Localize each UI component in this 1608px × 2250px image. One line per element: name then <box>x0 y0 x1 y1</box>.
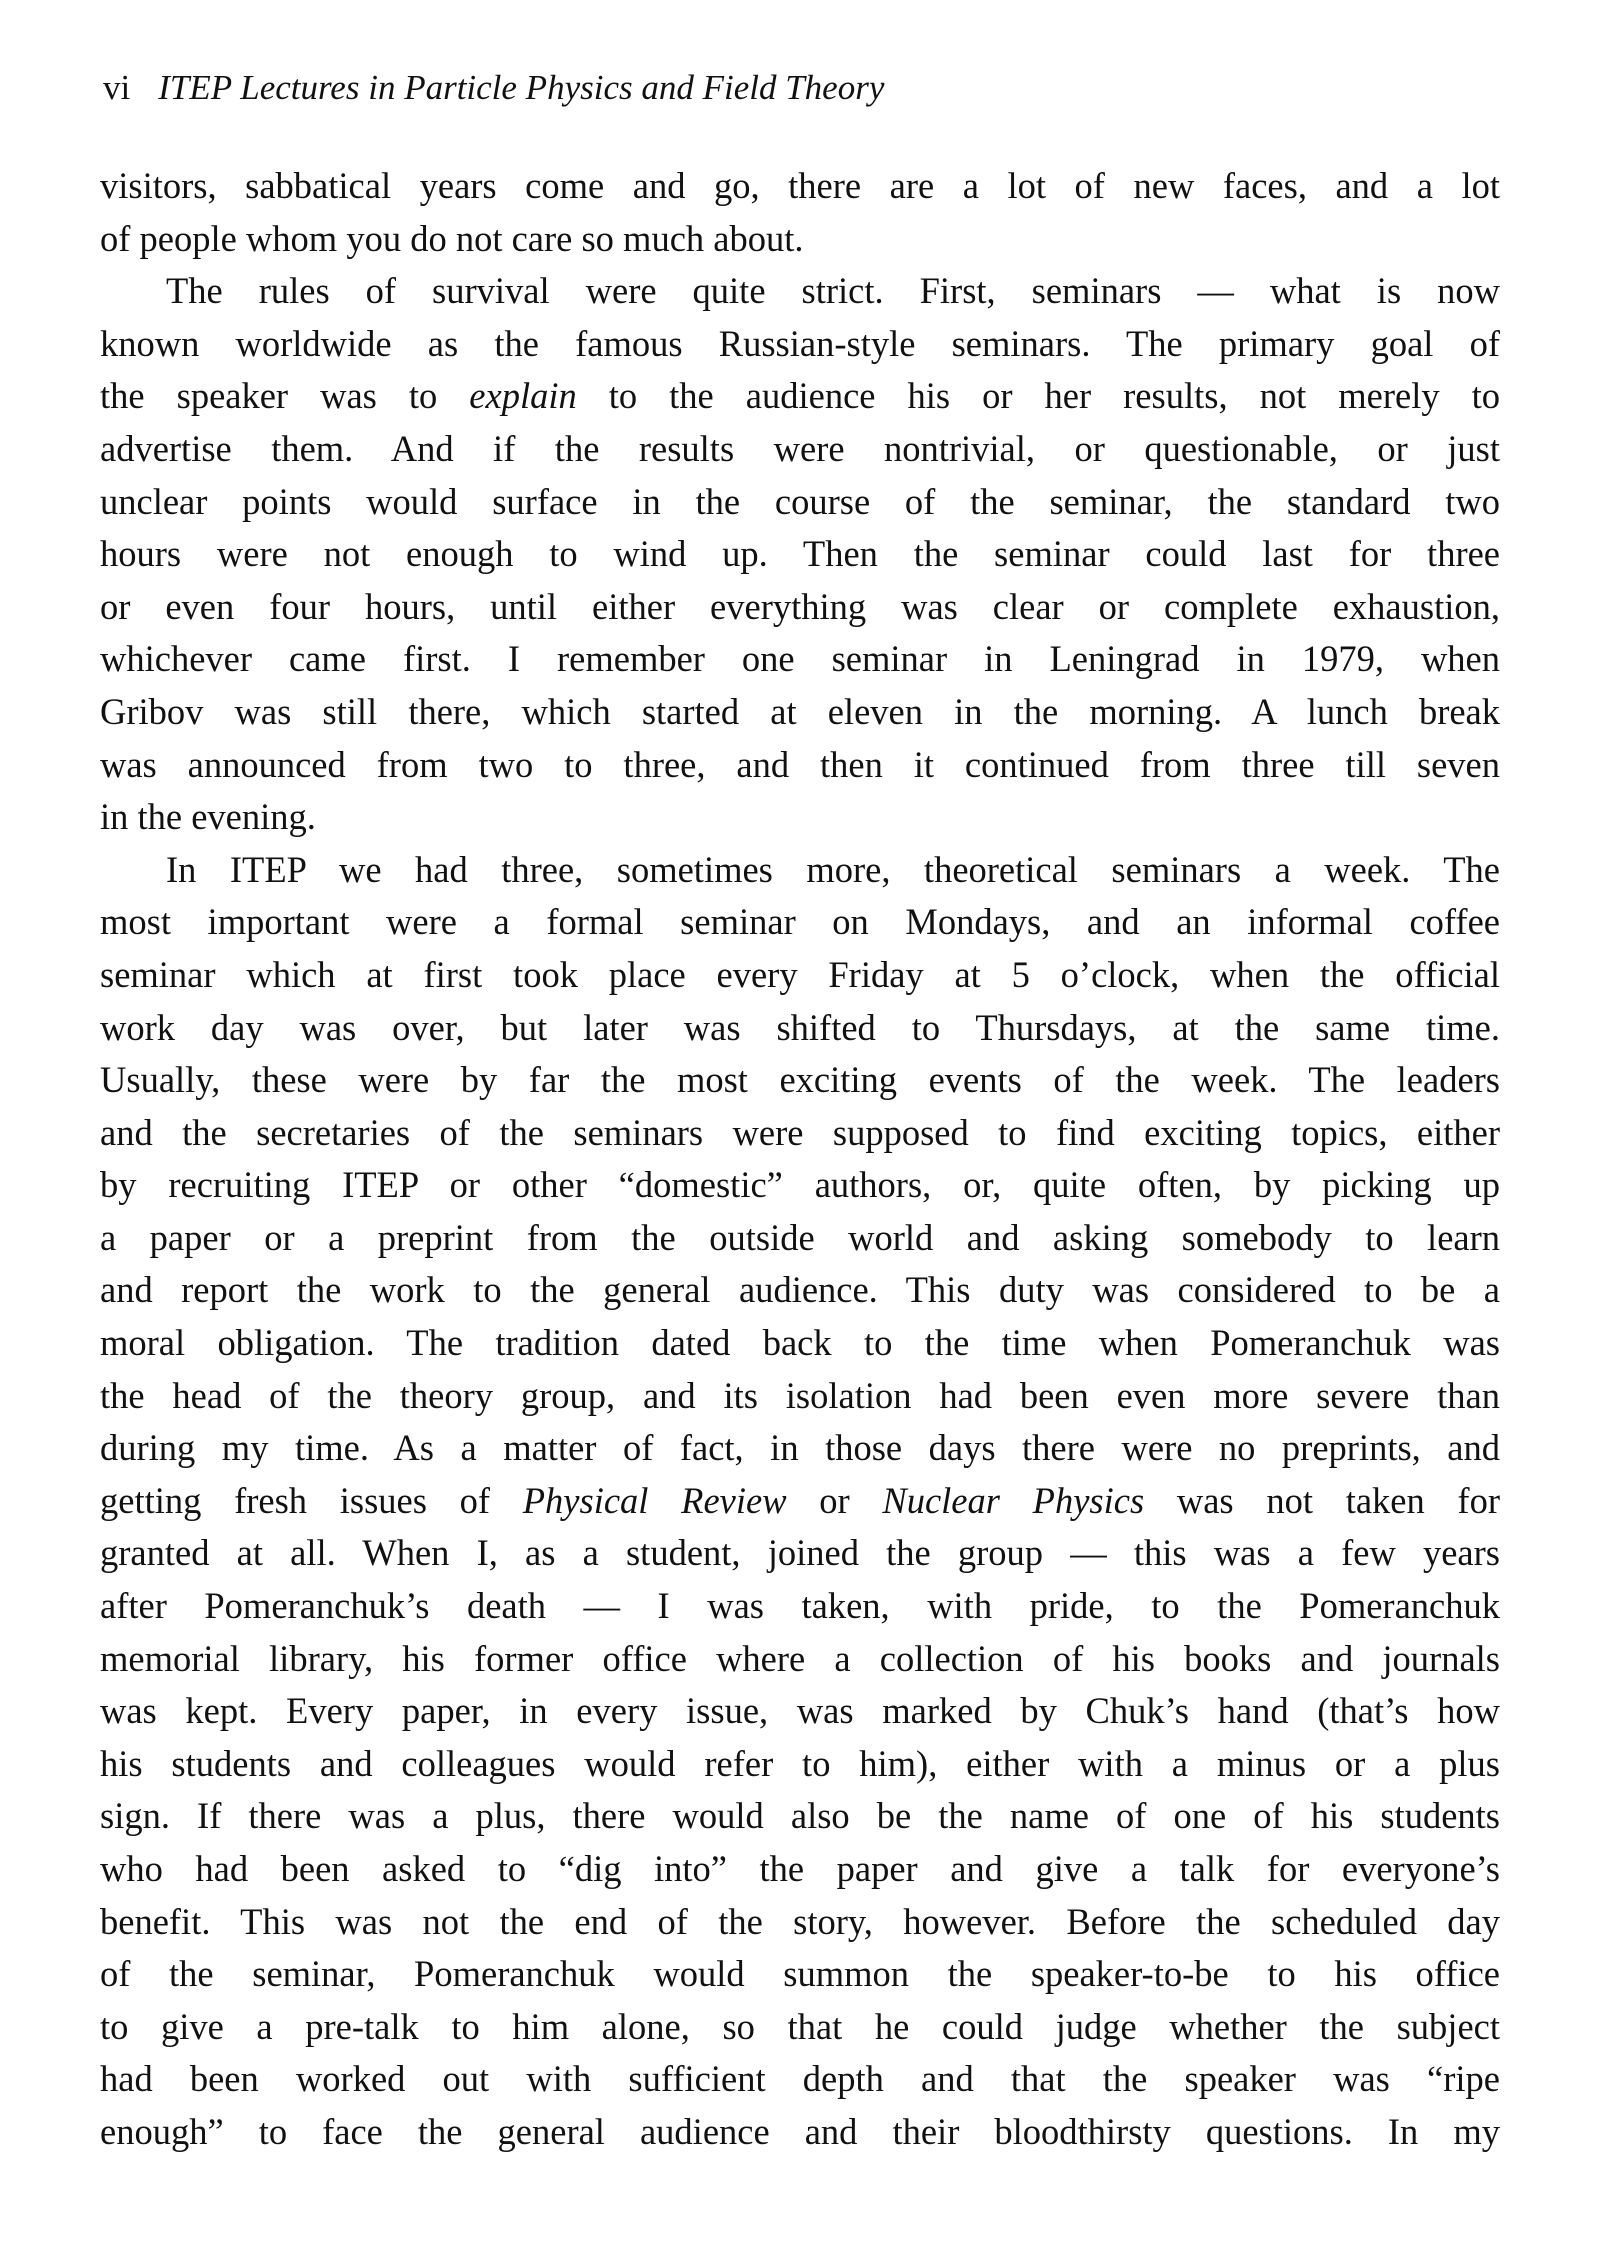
text-line <box>100 1475 1500 1528</box>
paragraph <box>100 160 1500 265</box>
text-line <box>100 1159 1500 1212</box>
text-segment: of people whom you do not care so much about. <box>100 217 804 259</box>
text-line <box>100 1317 1500 1370</box>
text-line <box>100 423 1500 476</box>
book-title: ITEP Lectures in Particle Physics and Field Theory <box>158 68 885 107</box>
text-segment: unclear points would surface in the course of the seminar, the standard two <box>100 480 1500 522</box>
text-line <box>100 2053 1500 2106</box>
paragraph <box>100 844 1500 2159</box>
text-segment: to give a pre-talk to him alone, so that he could judge whether the subject <box>100 2005 1500 2047</box>
text-line <box>100 1685 1500 1738</box>
text-segment: or even four hours, until either everything was clear or complete exhaustion, <box>100 585 1500 627</box>
text-segment: memorial library, his former office where a collection of his books and journals <box>100 1637 1500 1679</box>
text-segment: a paper or a preprint from the outside world and asking somebody to learn <box>100 1216 1500 1258</box>
text-line <box>100 318 1500 371</box>
text-line <box>100 791 1500 844</box>
text-segment: the speaker was to <box>100 375 470 417</box>
text-line <box>100 1264 1500 1317</box>
text-line <box>100 1896 1500 1949</box>
paragraph <box>100 265 1500 844</box>
text-segment: benefit. This was not the end of the story, however. Before the scheduled day <box>100 1900 1500 1942</box>
text-line <box>100 1107 1500 1160</box>
italic-text: explain <box>469 375 577 417</box>
text-line <box>100 370 1500 423</box>
text-line <box>100 844 1500 897</box>
text-segment: granted at all. When I, as a student, joined the group — this was a few years <box>100 1532 1500 1574</box>
text-segment: who had been asked to “dig into” the paper and give a talk for everyone’s <box>100 1848 1500 1889</box>
text-line <box>100 265 1500 318</box>
text-segment: of the seminar, Pomeranchuk would summon the speaker-to-be to his office <box>100 1953 1500 1995</box>
text-segment: was not taken for <box>1144 1479 1500 1521</box>
text-line <box>100 686 1500 739</box>
text-line <box>100 1843 1500 1896</box>
text-segment: Usually, these were by far the most exciting events of the week. The leaders <box>100 1059 1500 1101</box>
text-segment: to the audience his or her results, not merely to <box>576 375 1500 417</box>
text-line <box>100 949 1500 1002</box>
text-segment: and the secretaries of the seminars were supposed to find exciting topics, either <box>100 1111 1500 1153</box>
text-line <box>100 581 1500 634</box>
text-line <box>100 2106 1500 2159</box>
text-line <box>100 1948 1500 2001</box>
text-segment: known worldwide as the famous Russian-style seminars. The primary goal of <box>100 322 1500 364</box>
text-line <box>100 476 1500 529</box>
text-segment: his students and colleagues would refer to him), either with a minus or a plus <box>100 1742 1500 1784</box>
text-segment: sign. If there was a plus, there would also be the name of one of his students <box>100 1795 1500 1837</box>
text-segment: had been worked out with sufficient depth and that the speaker was “ripe <box>100 2058 1500 2100</box>
text-segment: and report the work to the general audience. This duty was considered to be a <box>100 1269 1500 1311</box>
text-line <box>100 1212 1500 1265</box>
text-segment: whichever came first. I remember one seminar in Leningrad in 1979, when <box>100 638 1500 680</box>
text-line <box>100 739 1500 792</box>
text-segment: work day was over, but later was shifted to Thursdays, at the same time. <box>100 1006 1500 1048</box>
text-line <box>100 1633 1500 1686</box>
text-line <box>100 1054 1500 1107</box>
text-line <box>100 1422 1500 1475</box>
text-line <box>100 633 1500 686</box>
text-segment: was announced from two to three, and then it continued from three till seven <box>100 743 1500 785</box>
text-segment: The rules of survival were quite strict. First, seminars — what is now <box>166 270 1500 312</box>
text-line <box>100 1002 1500 1055</box>
text-segment: or <box>786 1479 883 1521</box>
text-line <box>100 1738 1500 1791</box>
text-segment: after Pomeranchuk’s death — I was taken, with pride, to the Pomeranchuk <box>100 1585 1500 1627</box>
text-line <box>100 160 1500 213</box>
text-line <box>100 528 1500 581</box>
running-head <box>103 66 884 110</box>
text-segment: the head of the theory group, and its isolation had been even more severe than <box>100 1374 1500 1416</box>
text-segment: getting fresh issues of <box>100 1479 523 1521</box>
italic-text: Nuclear Physics <box>882 1479 1145 1521</box>
text-segment: moral obligation. The tradition dated back to the time when Pomeranchuk was <box>100 1322 1500 1364</box>
text-line <box>100 896 1500 949</box>
page-number: vi <box>103 68 131 107</box>
text-segment: was kept. Every paper, in every issue, was marked by Chuk’s hand (that’s how <box>100 1690 1500 1732</box>
text-segment: seminar which at first took place every Friday at 5 o’clock, when the official <box>100 953 1500 995</box>
text-segment: during my time. As a matter of fact, in those days there were no preprints, and <box>100 1427 1500 1469</box>
body-text <box>100 160 1500 2159</box>
text-line <box>100 1527 1500 1580</box>
text-line <box>100 2001 1500 2054</box>
text-segment: In ITEP we had three, sometimes more, theoretical seminars a week. The <box>166 848 1500 890</box>
text-line <box>100 1580 1500 1633</box>
italic-text: Physical Review <box>522 1479 787 1521</box>
text-line <box>100 1790 1500 1843</box>
text-segment: enough” to face the general audience and their bloodthirsty questions. In my <box>100 2110 1500 2152</box>
text-segment: Gribov was still there, which started at eleven in the morning. A lunch break <box>100 690 1500 732</box>
text-line <box>100 1370 1500 1423</box>
text-line <box>100 213 1500 266</box>
text-segment: in the evening. <box>100 796 316 838</box>
text-segment: most important were a formal seminar on Mondays, and an informal coffee <box>100 901 1500 943</box>
text-segment: by recruiting ITEP or other “domestic” authors, or, quite often, by picking up <box>100 1164 1500 1206</box>
text-segment: advertise them. And if the results were nontrivial, or questionable, or just <box>100 427 1500 469</box>
text-segment: visitors, sabbatical years come and go, there are a lot of new faces, and a lot <box>100 165 1500 206</box>
text-segment: hours were not enough to wind up. Then the seminar could last for three <box>100 533 1500 575</box>
